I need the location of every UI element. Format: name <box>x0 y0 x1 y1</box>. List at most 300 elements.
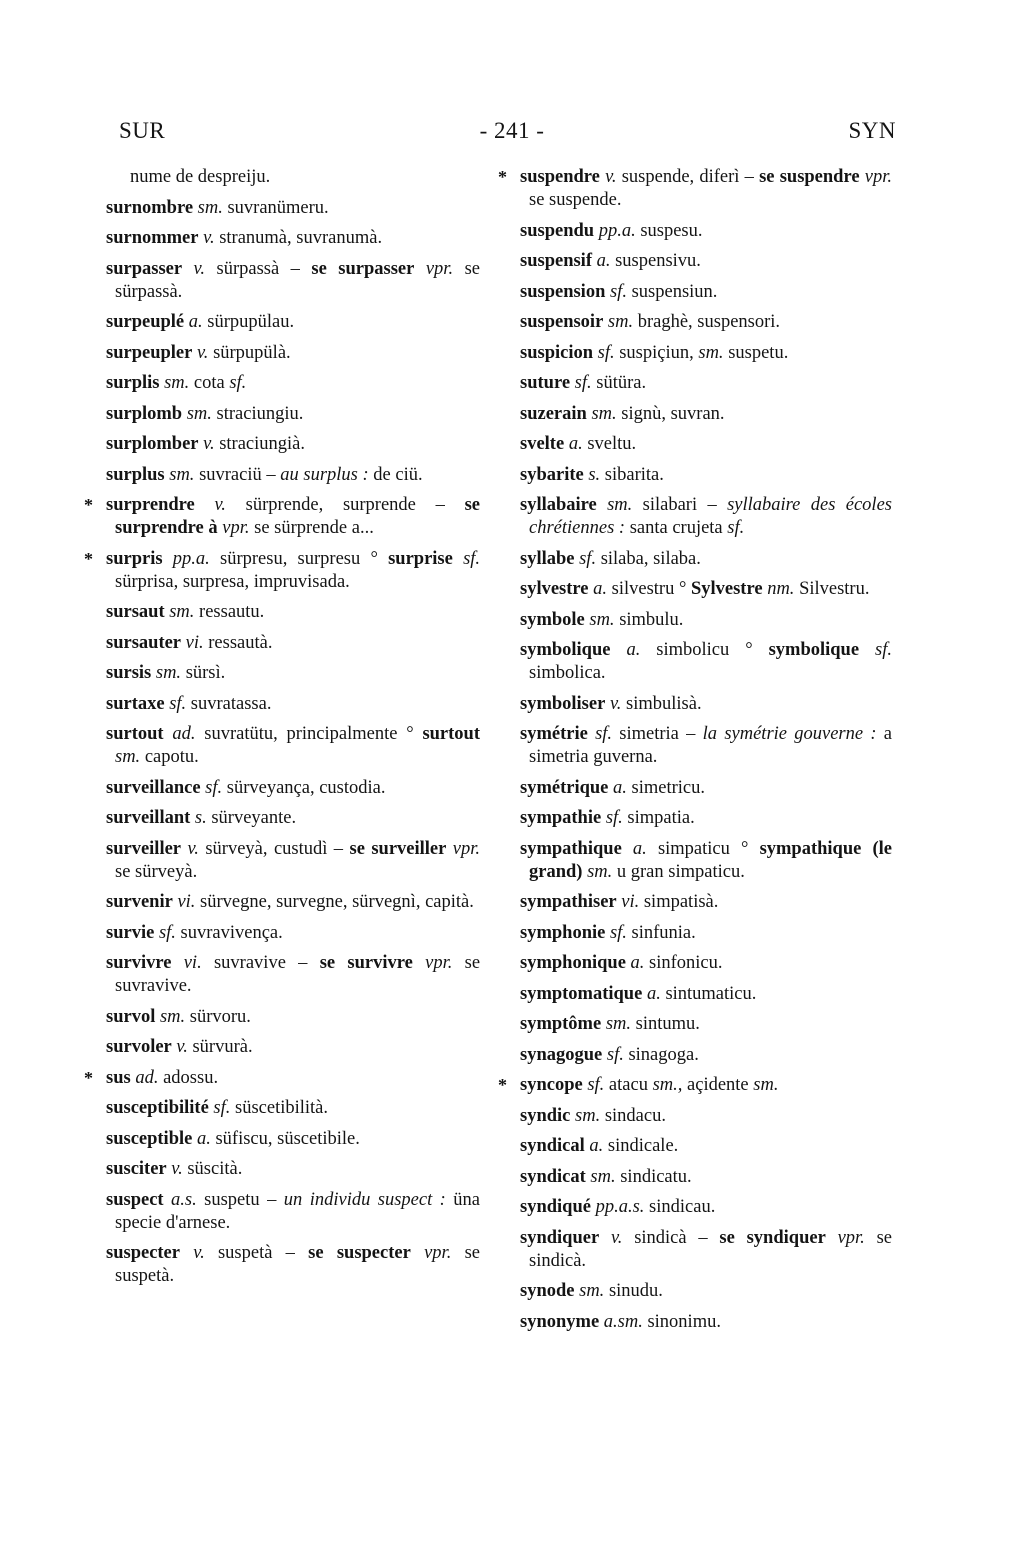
translation: suspetà – <box>217 1243 295 1263</box>
translation: sinudu. <box>608 1281 663 1301</box>
translation: suspiçiun, <box>619 342 694 363</box>
headword: symétrie <box>520 724 588 744</box>
abbreviation: sm. <box>115 747 141 767</box>
translation: se sürveyà. <box>115 861 198 882</box>
abbreviation: a.s. <box>171 1189 197 1210</box>
translation: sürveyà, custudì – <box>205 838 344 859</box>
abbreviation: sf. <box>597 342 615 363</box>
headword: synagogue <box>520 1044 603 1065</box>
dictionary-entry <box>520 220 892 243</box>
dictionary-entry <box>520 372 892 395</box>
dictionary-entry <box>84 548 481 594</box>
translation: suvraciü – <box>199 464 276 485</box>
translation: sürvurà. <box>192 1037 253 1057</box>
dictionary-entry <box>106 1097 480 1120</box>
headword: suspension <box>520 281 606 302</box>
translation: süfiscu, süscetibile. <box>215 1128 360 1149</box>
abbreviation: sm. <box>589 609 615 630</box>
headword: surplomber <box>106 434 199 454</box>
headword: survoler <box>106 1037 172 1057</box>
headword: syllabe <box>520 548 575 569</box>
left-column <box>84 166 481 1296</box>
abbreviation: sm. <box>186 403 212 424</box>
translation: sindicatu. <box>620 1166 692 1187</box>
abbreviation: vi. <box>621 892 640 912</box>
headword: suzerain <box>520 403 587 424</box>
dictionary-entry <box>498 166 893 212</box>
dictionary-entry <box>520 433 892 456</box>
abbreviation: v. <box>176 1037 188 1057</box>
abbreviation: v. <box>605 167 617 187</box>
translation: se suspetà. <box>115 1243 480 1286</box>
headword: suspendre <box>520 167 600 187</box>
translation: sürprisa, surpresa, impruvisada. <box>115 571 350 592</box>
translation: sürpassà – <box>216 258 300 279</box>
dictionary-entry <box>106 632 480 655</box>
dictionary-entry <box>106 922 480 945</box>
headword: sylvestre <box>520 579 589 599</box>
sub-headword: surprise <box>388 548 453 569</box>
sub-headword: se suspecter <box>308 1243 411 1263</box>
headword: survol <box>106 1006 156 1027</box>
translation: sindicà – <box>634 1227 708 1248</box>
abbreviation: pp.a.s. <box>595 1197 645 1217</box>
headword: surpeupler <box>106 342 193 363</box>
abbreviation: a. <box>626 640 641 660</box>
dictionary-entry <box>106 1036 480 1059</box>
abbreviation: sm. <box>579 1281 605 1301</box>
abbreviation: a. <box>188 312 203 332</box>
translation: üna specie d'arnese. <box>115 1189 480 1233</box>
abbreviation: a. <box>568 434 583 454</box>
translation: santa crujeta <box>629 518 723 538</box>
dictionary-entry <box>106 227 480 250</box>
dictionary-entry <box>106 838 480 884</box>
dictionary-entry <box>106 1006 480 1029</box>
abbreviation: a. <box>196 1128 211 1149</box>
translation: sindicau. <box>649 1197 716 1217</box>
headword: syllabaire <box>520 495 597 515</box>
headword: symbolique <box>520 640 611 660</box>
translation: u gran simpaticu. <box>616 861 745 882</box>
headword: symbole <box>520 609 585 630</box>
abbreviation: sf. <box>605 808 623 828</box>
headword: surpris <box>106 548 163 569</box>
dictionary-entry <box>84 1067 480 1090</box>
headword: surplus <box>106 464 165 485</box>
translation: sintumu. <box>635 1014 700 1034</box>
headword: surtout <box>106 724 164 744</box>
translation: sütüra. <box>596 373 647 393</box>
dictionary-entry <box>106 777 480 800</box>
translation: cota <box>193 373 225 393</box>
headword: suture <box>520 373 571 393</box>
translation: braghè, suspensori. <box>637 312 781 332</box>
dictionary-entry <box>106 433 480 456</box>
abbreviation: sm. <box>169 464 195 485</box>
headword: susciter <box>106 1159 167 1179</box>
sub-headword: se suspendre <box>759 167 860 187</box>
translation: simetricu. <box>631 777 705 798</box>
dictionary-entry <box>520 838 892 884</box>
abbreviation: sf. <box>229 373 247 393</box>
headword: surpeuplé <box>106 312 185 332</box>
right-column <box>498 166 893 1341</box>
translation: suspensiun. <box>631 281 718 302</box>
page-number: - 241 - <box>479 118 545 143</box>
abbreviation: v. <box>171 1159 183 1179</box>
translation: silvestru ° <box>611 579 687 599</box>
abbreviation: vpr. <box>425 953 453 973</box>
sub-headword: se surveiller <box>349 838 447 859</box>
translation: se sürpassà. <box>115 258 480 302</box>
headword: symptôme <box>520 1014 602 1034</box>
dictionary-entry <box>106 1242 480 1288</box>
headword: suspect <box>106 1189 164 1210</box>
headword: sybarite <box>520 464 584 485</box>
translation: sürprende, surprende – <box>245 495 445 515</box>
dictionary-entry <box>106 464 480 487</box>
translation: ressautu. <box>199 602 265 622</box>
headword: survenir <box>106 892 173 912</box>
translation: Silvestru. <box>799 579 870 599</box>
abbreviation: s. <box>194 808 207 828</box>
translation: sinonimu. <box>647 1311 721 1332</box>
dictionary-entry <box>520 1105 892 1128</box>
abbreviation: sm. <box>155 663 182 683</box>
translation: sintumaticu. <box>665 983 757 1004</box>
translation: suspensivu. <box>615 251 701 271</box>
headword: suspensif <box>520 251 592 271</box>
translation: sürpupülà. <box>213 342 291 363</box>
headword: surplis <box>106 373 160 393</box>
dictionary-entry <box>106 807 480 830</box>
abbreviation: vpr. <box>424 1243 452 1263</box>
translation: ressautà. <box>208 632 273 653</box>
dictionary-entry <box>520 777 892 800</box>
abbreviation: pp.a. <box>172 548 210 569</box>
headword: sursis <box>106 663 152 683</box>
dictionary-entry <box>106 662 480 685</box>
abbreviation: v. <box>609 693 622 714</box>
dictionary-entry <box>106 197 480 220</box>
abbreviation: sf. <box>169 693 187 714</box>
abbreviation: a. <box>632 838 647 859</box>
sub-headword: sympathique (le grand) <box>529 838 892 882</box>
abbreviation: sf. <box>579 548 597 569</box>
abbreviation: a. <box>589 1136 604 1156</box>
dictionary-entry <box>520 1227 892 1273</box>
dictionary-entry <box>520 403 892 426</box>
abbreviation: sm. <box>698 342 724 363</box>
headword: surnombre <box>106 197 194 218</box>
dictionary-entry <box>520 342 892 365</box>
abbreviation: pp.a. <box>598 220 636 241</box>
headword: survie <box>106 922 155 943</box>
headword: syndiqué <box>520 1197 591 1217</box>
cont-text: nume de despreiju. <box>130 167 271 187</box>
abbreviation: vpr. <box>864 167 893 187</box>
abbreviation: vpr. <box>425 258 454 279</box>
abbreviation: v. <box>203 228 215 248</box>
sub-headword: Sylvestre <box>690 579 763 599</box>
headword: svelte <box>520 434 565 454</box>
abbreviation: v. <box>214 495 226 515</box>
translation: suvravive – <box>213 953 308 973</box>
translation: suvratassa. <box>190 693 272 714</box>
translation: sürvoru. <box>189 1006 251 1027</box>
translation: sinfonicu. <box>649 953 723 973</box>
translation: süscetibilità. <box>235 1098 328 1118</box>
translation: suspetu. <box>728 342 789 363</box>
dictionary-entry <box>520 922 892 945</box>
translation: suspesu. <box>640 220 703 241</box>
dictionary-entry <box>520 952 892 975</box>
running-head-right: SYN <box>848 118 896 143</box>
headword: symptomatique <box>520 983 643 1004</box>
dictionary-entry <box>520 548 892 571</box>
dictionary-entry <box>106 693 480 716</box>
dictionary-entry <box>520 983 892 1006</box>
abbreviation: a. <box>596 251 611 271</box>
sub-headword: se survivre <box>319 953 413 973</box>
abbreviation: sm. <box>605 1014 631 1034</box>
abbreviation: vpr. <box>837 1227 865 1248</box>
sub-headword: se syndiquer <box>719 1227 826 1248</box>
translation: silaba, silaba. <box>600 548 701 569</box>
asterisk-marker: * <box>84 1067 93 1088</box>
headword: surveiller <box>106 838 182 859</box>
headword: suspecter <box>106 1243 180 1263</box>
abbreviation: v. <box>203 434 215 454</box>
asterisk-marker: * <box>498 1075 507 1095</box>
translation: suspetu – <box>204 1189 277 1210</box>
dictionary-entry <box>520 578 892 601</box>
headword: syndic <box>520 1105 571 1126</box>
abbreviation: sm. <box>607 312 634 332</box>
abbreviation: ad. <box>135 1067 159 1088</box>
abbreviation: vi. <box>177 892 196 912</box>
dictionary-entry <box>106 311 480 334</box>
headword: sursauter <box>106 632 182 653</box>
translation: suvranümeru. <box>227 197 329 218</box>
abbreviation: sm., <box>652 1075 683 1095</box>
dictionary-entry <box>520 609 892 632</box>
abbreviation: sf. <box>609 922 627 943</box>
dictionary-entry <box>520 1135 892 1158</box>
headword: surtaxe <box>106 693 165 714</box>
example-phrase: un individu suspect : <box>283 1189 446 1210</box>
headword: symétrique <box>520 777 609 798</box>
translation: simbolicu ° <box>656 640 753 660</box>
abbreviation: a.sm. <box>603 1311 643 1332</box>
headword: symboliser <box>520 693 606 714</box>
translation: suspende, diferì – <box>621 167 754 187</box>
dictionary-entry <box>520 464 892 487</box>
headword: sympathiser <box>520 892 617 912</box>
headword: sympathique <box>520 838 622 859</box>
dictionary-entry <box>106 166 480 189</box>
abbreviation: sf. <box>595 724 613 744</box>
translation: sindacu. <box>604 1105 666 1126</box>
abbreviation: sf. <box>875 640 892 660</box>
translation: simpatia. <box>627 808 695 828</box>
dictionary-entry <box>106 258 480 304</box>
translation: se suspende. <box>529 190 622 210</box>
translation: capotu. <box>144 747 199 767</box>
dictionary-entry <box>520 1044 892 1067</box>
abbreviation: a. <box>613 777 627 798</box>
abbreviation: sf. <box>609 281 627 302</box>
translation: suvravivença. <box>180 922 283 943</box>
dictionary-entry <box>106 372 480 395</box>
translation: se suvravive. <box>115 953 481 996</box>
translation: se sürprende a... <box>254 518 374 538</box>
translation: süscità. <box>187 1159 243 1179</box>
dictionary-entry <box>106 952 480 998</box>
headword: synonyme <box>520 1311 600 1332</box>
headword: surpasser <box>106 258 183 279</box>
headword: symphonie <box>520 922 606 943</box>
abbreviation: sf. <box>158 922 176 943</box>
headword: sus <box>106 1067 131 1088</box>
dictionary-entry <box>84 494 480 540</box>
dictionary-entry <box>106 342 480 365</box>
dictionary-entry <box>106 1128 480 1151</box>
translation: sürpresu, surpresu ° <box>220 548 378 569</box>
abbreviation: v. <box>187 838 199 859</box>
translation: simetria – <box>619 724 696 744</box>
headword: surveillant <box>106 808 191 828</box>
translation: straciungià. <box>219 434 306 454</box>
headword: synode <box>520 1281 575 1301</box>
translation: straciungiu. <box>216 403 304 424</box>
translation: simpatisà. <box>643 892 719 912</box>
abbreviation: sm. <box>590 1166 616 1187</box>
dictionary-entry <box>520 1311 892 1334</box>
abbreviation: sf. <box>727 518 745 538</box>
dictionary-entry <box>520 250 892 273</box>
translation: stranumà, suvranumà. <box>219 228 383 248</box>
translation: simbulisà. <box>626 693 702 714</box>
dictionary-entry <box>106 723 480 769</box>
translation: adossu. <box>163 1067 219 1088</box>
translation: simpaticu ° <box>657 838 749 859</box>
translation: sveltu. <box>587 434 637 454</box>
headword: symphonique <box>520 953 626 973</box>
asterisk-marker: * <box>498 167 507 187</box>
headword: sympathie <box>520 808 602 828</box>
translation: sindicale. <box>607 1136 679 1156</box>
dictionary-entry <box>520 639 892 685</box>
headword: surplomb <box>106 403 183 424</box>
abbreviation: sf. <box>205 777 223 798</box>
abbreviation: sf. <box>463 548 481 569</box>
abbreviation: sf. <box>213 1098 231 1118</box>
abbreviation: sm. <box>159 1006 186 1027</box>
dictionary-entry <box>520 1280 892 1303</box>
headword: syncope <box>520 1075 583 1095</box>
abbreviation: sm. <box>587 861 613 882</box>
translation: sibarita. <box>604 464 664 485</box>
headword: suspendu <box>520 220 595 241</box>
dictionary-entry <box>520 281 892 304</box>
example-phrase: la symétrie gouverne : <box>702 724 877 744</box>
dictionary-entry <box>498 1074 892 1097</box>
asterisk-marker: * <box>84 495 93 515</box>
abbreviation: a. <box>646 983 661 1004</box>
translation: atacu <box>608 1075 648 1095</box>
translation: sürveyança, custodia. <box>226 777 386 798</box>
asterisk-marker: * <box>84 548 93 569</box>
abbreviation: vpr. <box>222 518 250 538</box>
headword: susceptible <box>106 1128 193 1149</box>
abbreviation: sm. <box>607 495 633 515</box>
translation: sinagoga. <box>628 1044 699 1065</box>
abbreviation: sf. <box>574 373 592 393</box>
sub-headword: se surprendre à <box>115 495 480 538</box>
dictionary-entry <box>106 891 480 914</box>
dictionary-entry <box>106 601 480 624</box>
dictionary-entry <box>520 693 892 716</box>
dictionary-entry <box>520 891 892 914</box>
headword: syndiquer <box>520 1227 600 1248</box>
dictionary-entry <box>520 311 892 334</box>
abbreviation: vi. <box>183 953 202 973</box>
dictionary-entry <box>520 807 892 830</box>
translation: sürveyante. <box>211 808 297 828</box>
abbreviation: sm. <box>575 1105 601 1126</box>
headword: syndical <box>520 1136 585 1156</box>
translation: simbulu. <box>619 609 684 630</box>
abbreviation: sm. <box>169 602 195 622</box>
example-phrase: syllabaire des écoles chrétiennes : <box>529 495 892 538</box>
translation: se sindicà. <box>529 1227 893 1271</box>
headword: surveillance <box>106 777 201 798</box>
abbreviation: vi. <box>185 632 204 653</box>
abbreviation: v. <box>193 258 206 279</box>
sub-headword: surtout <box>422 724 480 744</box>
abbreviation: a. <box>630 953 645 973</box>
sub-headword: se surpasser <box>311 258 415 279</box>
headword: survivre <box>106 953 172 973</box>
translation: açidente <box>687 1075 749 1095</box>
translation: a simetria guverna. <box>529 724 893 767</box>
translation: sürvegne, survegne, sürvegnì, capità. <box>200 892 474 912</box>
dictionary-entry <box>106 1158 480 1181</box>
translation: signù, suvran. <box>621 403 725 424</box>
headword: sursaut <box>106 602 165 622</box>
abbreviation: sf. <box>587 1075 605 1095</box>
translation: suvratütu, principalmente ° <box>204 724 414 744</box>
abbreviation: sm. <box>753 1075 779 1095</box>
headword: syndicat <box>520 1166 586 1187</box>
dictionary-entry <box>520 1166 892 1189</box>
running-head-left: SUR <box>119 118 166 143</box>
dictionary-entry <box>520 494 892 540</box>
translation: sinfunia. <box>631 922 696 943</box>
abbreviation: sf. <box>606 1044 624 1065</box>
abbreviation: sm. <box>164 373 190 393</box>
translation: silabari – <box>642 495 717 515</box>
translation: de ciü. <box>373 464 423 485</box>
headword: susceptibilité <box>106 1098 209 1118</box>
abbreviation: a. <box>593 579 607 599</box>
headword: suspensoir <box>520 312 604 332</box>
translation: sürsì. <box>185 663 226 683</box>
abbreviation: vpr. <box>452 838 481 859</box>
dictionary-entry <box>520 723 892 769</box>
